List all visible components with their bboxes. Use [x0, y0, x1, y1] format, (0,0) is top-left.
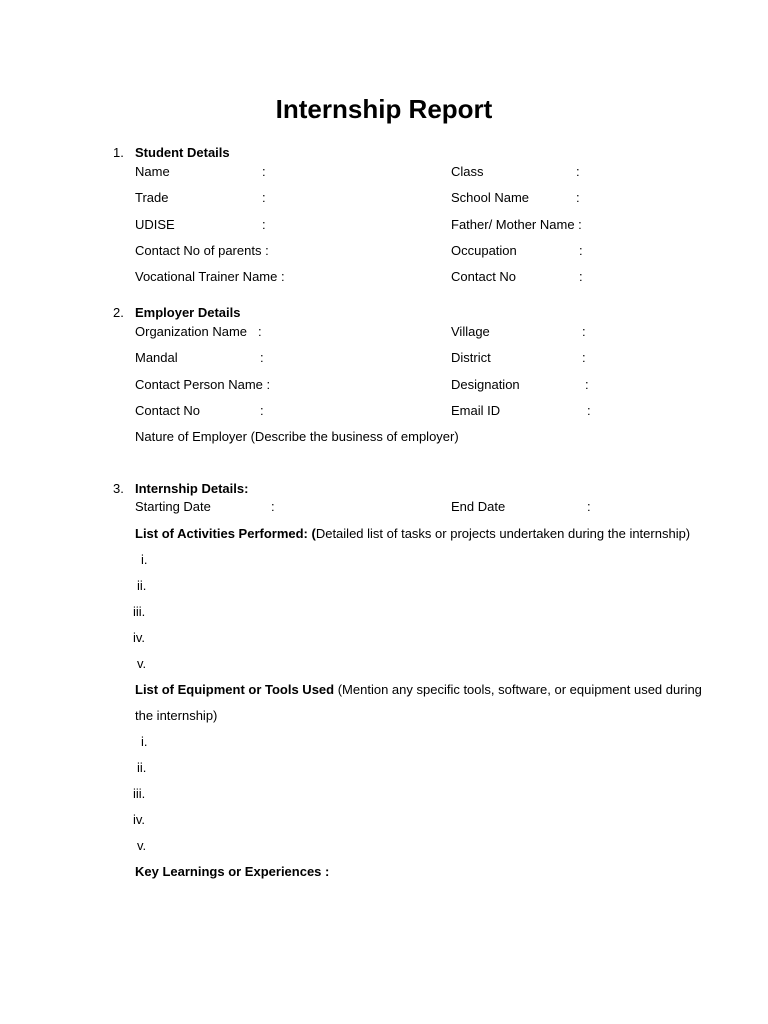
- field-email-label: Email ID: [451, 403, 501, 418]
- equipment-heading-continued: the internship): [135, 708, 218, 723]
- equipment-heading: [135, 682, 702, 698]
- field-end-date-label: End Date: [451, 499, 506, 514]
- section-number: 2.: [113, 305, 124, 320]
- activity-item-marker: iii.: [133, 604, 146, 619]
- equipment-item-marker: ii.: [137, 760, 147, 775]
- field-designation-label: Designation: [451, 377, 520, 392]
- field-occupation-label: Occupation: [451, 243, 517, 258]
- field-end-date-colon: :: [587, 499, 591, 514]
- field-employer-contact-label: Contact No: [135, 403, 201, 418]
- field-organization-label: Organization Name: [135, 324, 247, 339]
- equipment-heading-bold: List of Equipment or Tools Used: [135, 682, 335, 697]
- page-title: Internship Report: [275, 94, 493, 124]
- section-number: 3.: [113, 481, 124, 496]
- activities-heading: [135, 526, 690, 542]
- field-trainer-name-label: Vocational Trainer Name :: [135, 269, 285, 284]
- field-nature-of-employer: Nature of Employer (Describe the business of employer): [135, 429, 459, 444]
- equipment-item-marker: v.: [137, 838, 147, 853]
- equipment-heading-description: (Mention any specific tools, software, or equipment used during: [334, 682, 702, 697]
- field-class-label: Class: [451, 164, 484, 179]
- field-mandal-colon: :: [260, 350, 264, 365]
- field-district-colon: :: [582, 350, 586, 365]
- section-heading-employer: Employer Details: [135, 305, 241, 320]
- field-email-colon: :: [587, 403, 591, 418]
- activities-heading-bold: List of Activities Performed: (: [135, 526, 316, 541]
- field-parent-name-label: Father/ Mother Name :: [451, 217, 582, 232]
- field-contact-person-label: Contact Person Name :: [135, 377, 271, 392]
- field-employer-contact-colon: :: [260, 403, 264, 418]
- equipment-item-marker: iii.: [133, 786, 146, 801]
- section-number: 1.: [113, 145, 124, 160]
- key-learnings-label: Key Learnings or Experiences :: [135, 864, 330, 879]
- activities-heading-description: Detailed list of tasks or projects undertaken during the internship): [315, 526, 691, 541]
- field-parent-contact-label: Contact No of parents :: [135, 243, 269, 258]
- field-organization-colon: :: [258, 324, 262, 339]
- field-mandal-label: Mandal: [135, 350, 178, 365]
- field-trade-label: Trade: [135, 190, 169, 205]
- field-start-date-label: Starting Date: [135, 499, 211, 514]
- field-contact-no-colon: :: [579, 269, 583, 284]
- section-heading-student: Student Details: [135, 145, 230, 160]
- field-udise-label: UDISE: [135, 217, 175, 232]
- equipment-item-marker: i.: [141, 734, 148, 749]
- field-school-name-label: School Name: [451, 190, 530, 205]
- field-contact-no-label: Contact No: [451, 269, 517, 284]
- field-village-label: Village: [451, 324, 490, 339]
- field-class-colon: :: [576, 164, 580, 179]
- field-designation-colon: :: [585, 377, 589, 392]
- activity-item-marker: ii.: [137, 578, 147, 593]
- field-name-label: Name: [135, 164, 170, 179]
- field-trade-colon: :: [262, 190, 266, 205]
- activity-item-marker: iv.: [133, 630, 146, 645]
- field-udise-colon: :: [262, 217, 266, 232]
- activity-item-marker: i.: [141, 552, 148, 567]
- section-heading-internship: Internship Details:: [135, 481, 249, 496]
- field-occupation-colon: :: [579, 243, 583, 258]
- field-name-colon: :: [262, 164, 266, 179]
- field-village-colon: :: [582, 324, 586, 339]
- equipment-item-marker: iv.: [133, 812, 146, 827]
- field-district-label: District: [451, 350, 491, 365]
- field-start-date-colon: :: [271, 499, 275, 514]
- field-school-name-colon: :: [576, 190, 580, 205]
- activity-item-marker: v.: [137, 656, 147, 671]
